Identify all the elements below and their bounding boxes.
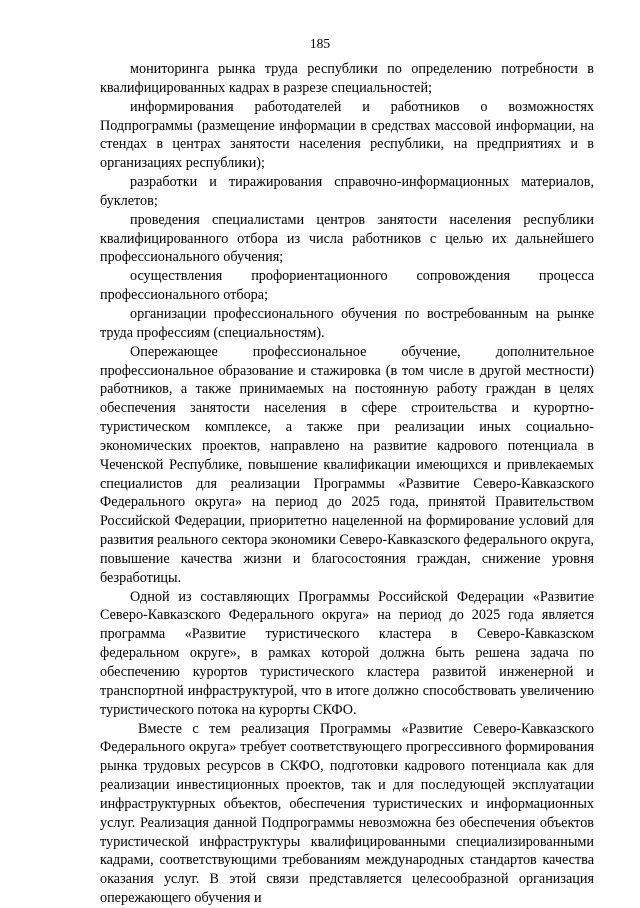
paragraph-2: информирования работодателей и работников о возможностях Подпрограммы (размещение информации в средствах массовой информации, на стендах в центрах занятости населения республики, на предприятиях и в организациях республики); — [100, 98, 594, 172]
paragraph-9: Вместе с тем реализация Программы «Развитие Северо-Кавказского Федерального округа» требует соответствующего прогрессивного формирования рынка трудовых ресурсов в СКФО, подготовки кадрового потенциала как для реализации инвестиционных проектов, так и для последующей эксплуатации инфраструктурных объектов, обеспечения туристических и информационных услуг. Реализация данной Подпрограммы невозможна без обеспечения объектов туристической инфраструктуры квалифицированными специализированными кадрами, соответствующими требованиям международных стандартов качества оказания услуг. В этой связи представляется целесообразной организация опережающего обучения и — [100, 720, 594, 907]
paragraph-5: осуществления профориентационного сопровождения процесса профессионального отбора; — [100, 268, 594, 304]
paragraph-6: организации профессионального обучения по востребованным на рынке труда профессиям (специальностям). — [100, 305, 594, 341]
paragraph-8: Одной из составляющих Программы Российской Федерации «Развитие Северо-Кавказского Федерального округа» на период до 2025 года является программа «Развитие туристического кластера в Северо-Кавказском федеральном округе», в рамках которой должна быть решена задача по обеспечению курортов туристического кластера развитой инженерной и транспортной инфраструктурой, что в итоге должно способствовать увеличению туристического потока на курорты СКФО. — [100, 588, 594, 718]
page-number: 185 — [309, 36, 331, 51]
paragraph-1: мониторинга рынка труда республики по определению потребности в квалифицированных кадрах в разрезе специальностей; — [100, 61, 594, 96]
paragraph-3: разработки и тиражирования справочно-информационных материалов, буклетов; — [100, 174, 594, 209]
page-body — [100, 60, 594, 908]
paragraph-4: проведения специалистами центров занятости населения республики квалифицированного отбора из числа работников с целью их дальнейшего профессионального обучения; — [100, 211, 594, 266]
paragraph-7: Опережающее профессиональное обучение, дополнительное профессиональное образование и стажировка (в том числе в другой местности) работников, а также принимаемых на постоянную работу граждан в целях обеспечения занятости населения в сфере строительства и курортно-туристическом комплексе, а также при реализации иных социально-экономических проектов, направлено на развитие кадрового потенциала в Чеченской Республике, повышение квалификации имеющихся и привлекаемых специалистов для реализации Программы «Развитие Северо-Кавказского Федерального округа» на период до 2025 года, принятой Правительством Российской Федерации, приоритетно нацеленной на формирование условий для развития реального сектора экономики Северо-Кавказского федерального округа, повышение качества жизни и благосостояния граждан, снижение уровня безработицы. — [100, 343, 594, 586]
